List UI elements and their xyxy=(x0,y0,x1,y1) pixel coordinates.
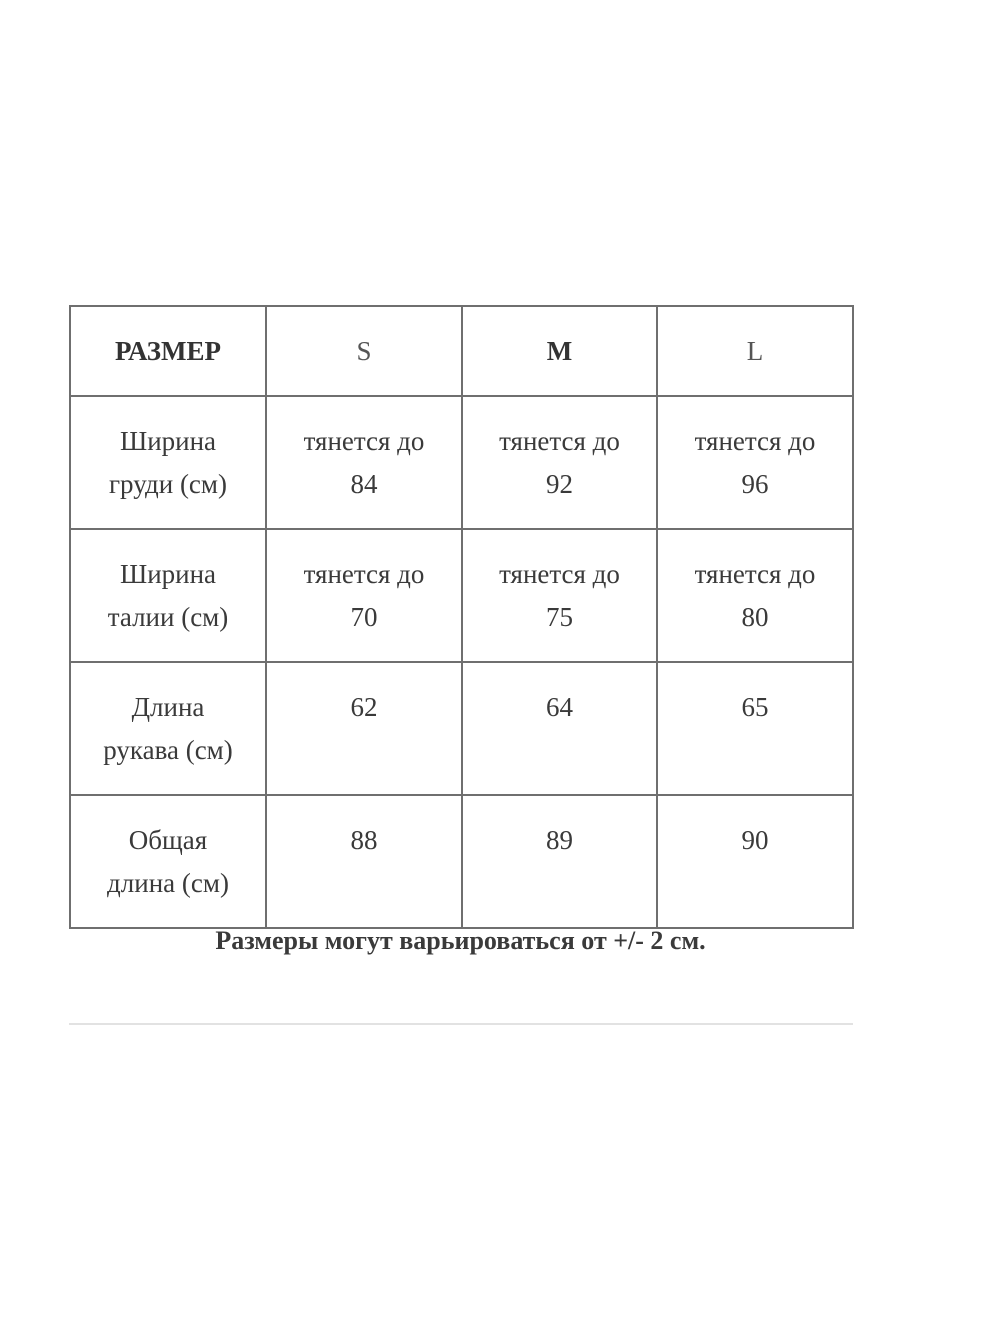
cell-value: 88 xyxy=(350,825,378,855)
cell-value: 90 xyxy=(741,825,769,855)
table-cell xyxy=(657,662,853,795)
cell-text: тянется до xyxy=(694,426,816,456)
row-label xyxy=(70,529,266,662)
table-row-waist-width xyxy=(70,529,853,662)
table-cell xyxy=(266,529,462,662)
header-size-label: РАЗМЕР xyxy=(70,306,266,396)
row-label-line: Общая xyxy=(128,825,208,855)
table-cell xyxy=(462,795,657,928)
row-label-line: талии (см) xyxy=(107,602,229,632)
cell-value: 96 xyxy=(741,469,769,499)
table-row-total-length xyxy=(70,795,853,928)
cell-value: 65 xyxy=(741,692,769,722)
cell-text: тянется до xyxy=(499,426,620,456)
table-header-row xyxy=(70,306,853,396)
row-label-line: груди (см) xyxy=(108,469,227,499)
cell-text: тянется до xyxy=(303,559,425,589)
cell-value: 70 xyxy=(350,602,378,632)
row-label xyxy=(70,795,266,928)
cell-value: 84 xyxy=(350,469,378,499)
table-cell xyxy=(266,662,462,795)
table-cell xyxy=(657,396,853,529)
table-cell xyxy=(462,662,657,795)
header-size-l: L xyxy=(657,306,853,396)
size-variation-note: Размеры могут варьироваться от +/- 2 см. xyxy=(215,926,706,955)
row-label-line: Ширина xyxy=(119,426,217,456)
table-cell xyxy=(657,795,853,928)
table-cell xyxy=(462,396,657,529)
table-cell xyxy=(266,795,462,928)
row-label xyxy=(70,662,266,795)
header-size-s: S xyxy=(266,306,462,396)
cell-value: 92 xyxy=(546,469,573,499)
cell-value: 62 xyxy=(350,692,378,722)
row-label-line: рукава (см) xyxy=(103,735,233,765)
row-label xyxy=(70,396,266,529)
cell-text: тянется до xyxy=(499,559,620,589)
cell-value: 75 xyxy=(546,602,573,632)
table-cell xyxy=(266,396,462,529)
row-label-line: длина (см) xyxy=(107,868,229,898)
cell-value: 89 xyxy=(546,825,573,855)
cell-value: 80 xyxy=(741,602,769,632)
cell-text: тянется до xyxy=(694,559,816,589)
table-cell xyxy=(657,529,853,662)
header-size-m: M xyxy=(462,306,657,396)
table-row-sleeve-length xyxy=(70,662,853,795)
cell-value: 64 xyxy=(546,692,573,722)
row-label-line: Длина xyxy=(131,692,205,722)
table-cell xyxy=(462,529,657,662)
cell-text: тянется до xyxy=(303,426,425,456)
row-label-line: Ширина xyxy=(119,559,217,589)
horizontal-divider xyxy=(69,1023,853,1025)
size-chart-table xyxy=(69,305,854,929)
table-row-chest-width xyxy=(70,396,853,529)
